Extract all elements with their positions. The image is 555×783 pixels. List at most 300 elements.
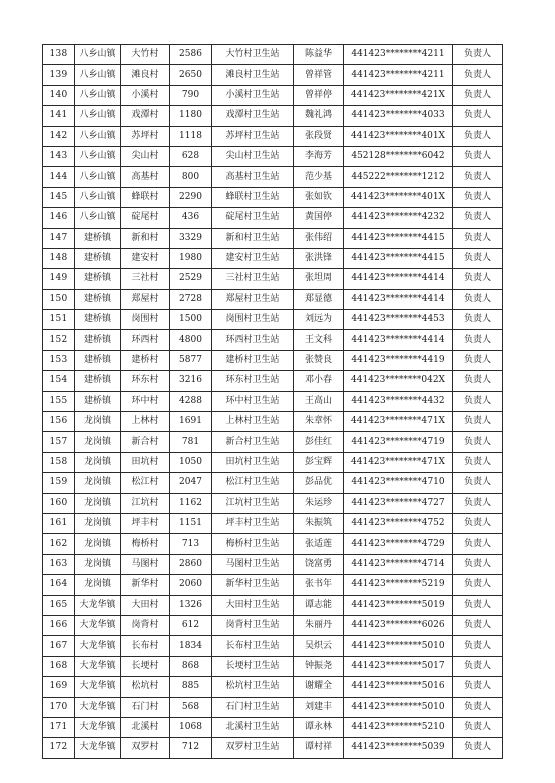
id-number-cell: 441423********4414 xyxy=(344,269,453,289)
town-name-cell: 建桥镇 xyxy=(75,350,121,370)
row-number-cell: 152 xyxy=(43,330,75,350)
id-number-cell: 441423********421X xyxy=(344,85,453,105)
row-number-cell: 140 xyxy=(43,85,75,105)
station-name-cell: 北溪村卫生站 xyxy=(212,717,294,737)
id-number-cell: 441423********4414 xyxy=(344,289,453,309)
station-name-cell: 小溪村卫生站 xyxy=(212,85,294,105)
station-name-cell: 坪丰村卫生站 xyxy=(212,513,294,533)
table-row xyxy=(43,310,503,330)
id-number-cell: 441423********4729 xyxy=(344,534,453,554)
table-row xyxy=(43,717,503,737)
person-name-cell: 张如钦 xyxy=(294,187,344,207)
population-cell: 1180 xyxy=(170,106,212,126)
village-name-cell: 苏坪村 xyxy=(121,126,170,146)
population-cell: 1980 xyxy=(170,248,212,268)
town-name-cell: 建桥镇 xyxy=(75,228,121,248)
town-name-cell: 大龙华镇 xyxy=(75,656,121,676)
row-number-cell: 139 xyxy=(43,65,75,85)
id-number-cell: 452128********6042 xyxy=(344,146,453,166)
id-number-cell: 441423********5039 xyxy=(344,738,453,758)
person-name-cell: 刘建丰 xyxy=(294,697,344,717)
station-name-cell: 环西村卫生站 xyxy=(212,330,294,350)
row-number-cell: 157 xyxy=(43,432,75,452)
id-number-cell: 441423********4414 xyxy=(344,330,453,350)
row-number-cell: 142 xyxy=(43,126,75,146)
population-cell: 5877 xyxy=(170,350,212,370)
station-name-cell: 新华村卫生站 xyxy=(212,575,294,595)
table-row xyxy=(43,432,503,452)
population-cell: 612 xyxy=(170,615,212,635)
station-name-cell: 石门村卫生站 xyxy=(212,697,294,717)
person-name-cell: 张坦周 xyxy=(294,269,344,289)
station-name-cell: 新合村卫生站 xyxy=(212,432,294,452)
population-cell: 713 xyxy=(170,534,212,554)
table-row xyxy=(43,452,503,472)
role-cell: 负责人 xyxy=(453,513,503,533)
town-name-cell: 龙岗镇 xyxy=(75,452,121,472)
table-row xyxy=(43,45,503,65)
role-cell: 负责人 xyxy=(453,432,503,452)
town-name-cell: 建桥镇 xyxy=(75,310,121,330)
row-number-cell: 164 xyxy=(43,575,75,595)
person-name-cell: 朱章怀 xyxy=(294,412,344,432)
id-number-cell: 441423********042X xyxy=(344,371,453,391)
town-name-cell: 大龙华镇 xyxy=(75,636,121,656)
id-number-cell: 441423********4033 xyxy=(344,106,453,126)
table-row xyxy=(43,85,503,105)
role-cell: 负责人 xyxy=(453,187,503,207)
population-cell: 4288 xyxy=(170,391,212,411)
row-number-cell: 168 xyxy=(43,656,75,676)
role-cell: 负责人 xyxy=(453,473,503,493)
town-name-cell: 龙岗镇 xyxy=(75,493,121,513)
station-name-cell: 三社村卫生站 xyxy=(212,269,294,289)
station-name-cell: 上林村卫生站 xyxy=(212,412,294,432)
person-name-cell: 张赞良 xyxy=(294,350,344,370)
population-cell: 1162 xyxy=(170,493,212,513)
person-name-cell: 李海芳 xyxy=(294,146,344,166)
role-cell: 负责人 xyxy=(453,330,503,350)
town-name-cell: 龙岗镇 xyxy=(75,432,121,452)
village-name-cell: 长布村 xyxy=(121,636,170,656)
row-number-cell: 167 xyxy=(43,636,75,656)
id-number-cell: 441423********4432 xyxy=(344,391,453,411)
role-cell: 负责人 xyxy=(453,738,503,758)
role-cell: 负责人 xyxy=(453,45,503,65)
town-name-cell: 八乡山镇 xyxy=(75,208,121,228)
table-row xyxy=(43,412,503,432)
id-number-cell: 441423********471X xyxy=(344,412,453,432)
population-cell: 2650 xyxy=(170,65,212,85)
id-number-cell: 441423********5016 xyxy=(344,677,453,697)
role-cell: 负责人 xyxy=(453,534,503,554)
id-number-cell: 441423********4419 xyxy=(344,350,453,370)
village-name-cell: 戏潭村 xyxy=(121,106,170,126)
population-cell: 1151 xyxy=(170,513,212,533)
town-name-cell: 大龙华镇 xyxy=(75,717,121,737)
village-name-cell: 滩良村 xyxy=(121,65,170,85)
table-row xyxy=(43,615,503,635)
id-number-cell: 441423********5017 xyxy=(344,656,453,676)
village-name-cell: 坪丰村 xyxy=(121,513,170,533)
role-cell: 负责人 xyxy=(453,697,503,717)
id-number-cell: 441423********4232 xyxy=(344,208,453,228)
village-name-cell: 松坑村 xyxy=(121,677,170,697)
row-number-cell: 163 xyxy=(43,554,75,574)
station-name-cell: 环东村卫生站 xyxy=(212,371,294,391)
station-name-cell: 大田村卫生站 xyxy=(212,595,294,615)
person-name-cell: 饶富勇 xyxy=(294,554,344,574)
id-number-cell: 441423********4415 xyxy=(344,228,453,248)
person-name-cell: 谭村祥 xyxy=(294,738,344,758)
table-row xyxy=(43,575,503,595)
population-cell: 1691 xyxy=(170,412,212,432)
town-name-cell: 八乡山镇 xyxy=(75,126,121,146)
village-name-cell: 大竹村 xyxy=(121,45,170,65)
town-name-cell: 大龙华镇 xyxy=(75,615,121,635)
role-cell: 负责人 xyxy=(453,269,503,289)
row-number-cell: 159 xyxy=(43,473,75,493)
id-number-cell: 441423********5019 xyxy=(344,595,453,615)
table-row xyxy=(43,126,503,146)
station-name-cell: 碇尾村卫生站 xyxy=(212,208,294,228)
id-number-cell: 441423********4719 xyxy=(344,432,453,452)
role-cell: 负责人 xyxy=(453,350,503,370)
role-cell: 负责人 xyxy=(453,595,503,615)
table-row xyxy=(43,65,503,85)
person-name-cell: 张洪锋 xyxy=(294,248,344,268)
clinic-roster-table xyxy=(42,44,503,759)
person-name-cell: 邓小春 xyxy=(294,371,344,391)
village-name-cell: 岗围村 xyxy=(121,310,170,330)
village-name-cell: 建安村 xyxy=(121,248,170,268)
station-name-cell: 马图村卫生站 xyxy=(212,554,294,574)
population-cell: 1834 xyxy=(170,636,212,656)
person-name-cell: 刘远为 xyxy=(294,310,344,330)
population-cell: 1118 xyxy=(170,126,212,146)
town-name-cell: 龙岗镇 xyxy=(75,554,121,574)
table-row xyxy=(43,677,503,697)
row-number-cell: 148 xyxy=(43,248,75,268)
id-number-cell: 441423********4211 xyxy=(344,65,453,85)
station-name-cell: 田坑村卫生站 xyxy=(212,452,294,472)
person-name-cell: 谢耀全 xyxy=(294,677,344,697)
person-name-cell: 彭宝辉 xyxy=(294,452,344,472)
station-name-cell: 尖山村卫生站 xyxy=(212,146,294,166)
table-row xyxy=(43,738,503,758)
station-name-cell: 新和村卫生站 xyxy=(212,228,294,248)
population-cell: 2290 xyxy=(170,187,212,207)
village-name-cell: 上林村 xyxy=(121,412,170,432)
station-name-cell: 戏潭村卫生站 xyxy=(212,106,294,126)
town-name-cell: 八乡山镇 xyxy=(75,187,121,207)
town-name-cell: 八乡山镇 xyxy=(75,65,121,85)
table-row xyxy=(43,350,503,370)
table-row xyxy=(43,269,503,289)
role-cell: 负责人 xyxy=(453,228,503,248)
role-cell: 负责人 xyxy=(453,554,503,574)
town-name-cell: 八乡山镇 xyxy=(75,106,121,126)
role-cell: 负责人 xyxy=(453,452,503,472)
population-cell: 1326 xyxy=(170,595,212,615)
row-number-cell: 156 xyxy=(43,412,75,432)
station-name-cell: 梅桥村卫生站 xyxy=(212,534,294,554)
town-name-cell: 大龙华镇 xyxy=(75,697,121,717)
row-number-cell: 160 xyxy=(43,493,75,513)
role-cell: 负责人 xyxy=(453,636,503,656)
row-number-cell: 147 xyxy=(43,228,75,248)
role-cell: 负责人 xyxy=(453,208,503,228)
village-name-cell: 岗背村 xyxy=(121,615,170,635)
id-number-cell: 441423********4727 xyxy=(344,493,453,513)
town-name-cell: 建桥镇 xyxy=(75,269,121,289)
town-name-cell: 建桥镇 xyxy=(75,289,121,309)
population-cell: 2860 xyxy=(170,554,212,574)
person-name-cell: 张书年 xyxy=(294,575,344,595)
table-row xyxy=(43,248,503,268)
population-cell: 436 xyxy=(170,208,212,228)
table-row xyxy=(43,146,503,166)
village-name-cell: 马图村 xyxy=(121,554,170,574)
station-name-cell: 蜂联村卫生站 xyxy=(212,187,294,207)
station-name-cell: 长布村卫生站 xyxy=(212,636,294,656)
person-name-cell: 张伟绍 xyxy=(294,228,344,248)
village-name-cell: 大田村 xyxy=(121,595,170,615)
town-name-cell: 大龙华镇 xyxy=(75,595,121,615)
row-number-cell: 144 xyxy=(43,167,75,187)
village-name-cell: 郑屋村 xyxy=(121,289,170,309)
village-name-cell: 环中村 xyxy=(121,391,170,411)
id-number-cell: 441423********401X xyxy=(344,187,453,207)
role-cell: 负责人 xyxy=(453,126,503,146)
table-body xyxy=(43,45,503,759)
village-name-cell: 石门村 xyxy=(121,697,170,717)
population-cell: 868 xyxy=(170,656,212,676)
population-cell: 885 xyxy=(170,677,212,697)
person-name-cell: 彭品优 xyxy=(294,473,344,493)
person-name-cell: 黄国停 xyxy=(294,208,344,228)
population-cell: 2060 xyxy=(170,575,212,595)
role-cell: 负责人 xyxy=(453,656,503,676)
id-number-cell: 441423********5210 xyxy=(344,717,453,737)
station-name-cell: 松坑村卫生站 xyxy=(212,677,294,697)
person-name-cell: 谭志能 xyxy=(294,595,344,615)
station-name-cell: 大竹村卫生站 xyxy=(212,45,294,65)
person-name-cell: 朱振筑 xyxy=(294,513,344,533)
person-name-cell: 王高山 xyxy=(294,391,344,411)
village-name-cell: 建桥村 xyxy=(121,350,170,370)
population-cell: 4800 xyxy=(170,330,212,350)
table-row xyxy=(43,554,503,574)
village-name-cell: 碇尾村 xyxy=(121,208,170,228)
population-cell: 2586 xyxy=(170,45,212,65)
station-name-cell: 江坑村卫生站 xyxy=(212,493,294,513)
role-cell: 负责人 xyxy=(453,371,503,391)
row-number-cell: 161 xyxy=(43,513,75,533)
row-number-cell: 145 xyxy=(43,187,75,207)
station-name-cell: 松江村卫生站 xyxy=(212,473,294,493)
id-number-cell: 441423********4415 xyxy=(344,248,453,268)
row-number-cell: 158 xyxy=(43,452,75,472)
row-number-cell: 138 xyxy=(43,45,75,65)
row-number-cell: 171 xyxy=(43,717,75,737)
role-cell: 负责人 xyxy=(453,289,503,309)
id-number-cell: 441423********5010 xyxy=(344,636,453,656)
population-cell: 712 xyxy=(170,738,212,758)
id-number-cell: 441423********4211 xyxy=(344,45,453,65)
row-number-cell: 166 xyxy=(43,615,75,635)
station-name-cell: 建安村卫生站 xyxy=(212,248,294,268)
id-number-cell: 441423********401X xyxy=(344,126,453,146)
village-name-cell: 新华村 xyxy=(121,575,170,595)
table-row xyxy=(43,371,503,391)
person-name-cell: 曾祥停 xyxy=(294,85,344,105)
population-cell: 781 xyxy=(170,432,212,452)
person-name-cell: 魏礼鸿 xyxy=(294,106,344,126)
town-name-cell: 八乡山镇 xyxy=(75,146,121,166)
table-row xyxy=(43,167,503,187)
role-cell: 负责人 xyxy=(453,575,503,595)
station-name-cell: 滩良村卫生站 xyxy=(212,65,294,85)
village-name-cell: 江坑村 xyxy=(121,493,170,513)
row-number-cell: 141 xyxy=(43,106,75,126)
table-row xyxy=(43,106,503,126)
population-cell: 1050 xyxy=(170,452,212,472)
table-row xyxy=(43,228,503,248)
person-name-cell: 陈益华 xyxy=(294,45,344,65)
row-number-cell: 169 xyxy=(43,677,75,697)
row-number-cell: 153 xyxy=(43,350,75,370)
table-row xyxy=(43,636,503,656)
town-name-cell: 大龙华镇 xyxy=(75,677,121,697)
population-cell: 1068 xyxy=(170,717,212,737)
village-name-cell: 蜂联村 xyxy=(121,187,170,207)
station-name-cell: 郑屋村卫生站 xyxy=(212,289,294,309)
person-name-cell: 张适莲 xyxy=(294,534,344,554)
role-cell: 负责人 xyxy=(453,310,503,330)
row-number-cell: 146 xyxy=(43,208,75,228)
village-name-cell: 环东村 xyxy=(121,371,170,391)
role-cell: 负责人 xyxy=(453,677,503,697)
town-name-cell: 八乡山镇 xyxy=(75,85,121,105)
town-name-cell: 八乡山镇 xyxy=(75,45,121,65)
village-name-cell: 三社村 xyxy=(121,269,170,289)
station-name-cell: 建桥村卫生站 xyxy=(212,350,294,370)
id-number-cell: 441423********5219 xyxy=(344,575,453,595)
station-name-cell: 环中村卫生站 xyxy=(212,391,294,411)
id-number-cell: 441423********4714 xyxy=(344,554,453,574)
population-cell: 1500 xyxy=(170,310,212,330)
row-number-cell: 172 xyxy=(43,738,75,758)
person-name-cell: 钟振尧 xyxy=(294,656,344,676)
role-cell: 负责人 xyxy=(453,615,503,635)
person-name-cell: 吴炽云 xyxy=(294,636,344,656)
population-cell: 2047 xyxy=(170,473,212,493)
role-cell: 负责人 xyxy=(453,412,503,432)
village-name-cell: 新合村 xyxy=(121,432,170,452)
table-row xyxy=(43,595,503,615)
row-number-cell: 143 xyxy=(43,146,75,166)
village-name-cell: 梅桥村 xyxy=(121,534,170,554)
role-cell: 负责人 xyxy=(453,146,503,166)
town-name-cell: 八乡山镇 xyxy=(75,167,121,187)
village-name-cell: 小溪村 xyxy=(121,85,170,105)
village-name-cell: 北溪村 xyxy=(121,717,170,737)
table-row xyxy=(43,534,503,554)
row-number-cell: 165 xyxy=(43,595,75,615)
village-name-cell: 松江村 xyxy=(121,473,170,493)
row-number-cell: 150 xyxy=(43,289,75,309)
population-cell: 2529 xyxy=(170,269,212,289)
person-name-cell: 谭永林 xyxy=(294,717,344,737)
row-number-cell: 154 xyxy=(43,371,75,391)
population-cell: 800 xyxy=(170,167,212,187)
person-name-cell: 王文科 xyxy=(294,330,344,350)
row-number-cell: 151 xyxy=(43,310,75,330)
station-name-cell: 长埂村卫生站 xyxy=(212,656,294,676)
station-name-cell: 苏坪村卫生站 xyxy=(212,126,294,146)
row-number-cell: 170 xyxy=(43,697,75,717)
person-name-cell: 张段贤 xyxy=(294,126,344,146)
role-cell: 负责人 xyxy=(453,106,503,126)
table-row xyxy=(43,330,503,350)
id-number-cell: 441423********4752 xyxy=(344,513,453,533)
person-name-cell: 曾祥管 xyxy=(294,65,344,85)
row-number-cell: 149 xyxy=(43,269,75,289)
village-name-cell: 新和村 xyxy=(121,228,170,248)
id-number-cell: 445222********1212 xyxy=(344,167,453,187)
table-row xyxy=(43,697,503,717)
population-cell: 628 xyxy=(170,146,212,166)
population-cell: 568 xyxy=(170,697,212,717)
town-name-cell: 建桥镇 xyxy=(75,330,121,350)
table-row xyxy=(43,656,503,676)
station-name-cell: 高基村卫生站 xyxy=(212,167,294,187)
town-name-cell: 建桥镇 xyxy=(75,248,121,268)
id-number-cell: 441423********4710 xyxy=(344,473,453,493)
station-name-cell: 岗背村卫生站 xyxy=(212,615,294,635)
village-name-cell: 高基村 xyxy=(121,167,170,187)
town-name-cell: 建桥镇 xyxy=(75,391,121,411)
population-cell: 2728 xyxy=(170,289,212,309)
role-cell: 负责人 xyxy=(453,248,503,268)
village-name-cell: 长埂村 xyxy=(121,656,170,676)
population-cell: 3329 xyxy=(170,228,212,248)
village-name-cell: 田坑村 xyxy=(121,452,170,472)
role-cell: 负责人 xyxy=(453,717,503,737)
person-name-cell: 郑显德 xyxy=(294,289,344,309)
table-row xyxy=(43,513,503,533)
village-name-cell: 双罗村 xyxy=(121,738,170,758)
person-name-cell: 朱运珍 xyxy=(294,493,344,513)
population-cell: 3216 xyxy=(170,371,212,391)
town-name-cell: 龙岗镇 xyxy=(75,575,121,595)
person-name-cell: 彭佳红 xyxy=(294,432,344,452)
table-row xyxy=(43,187,503,207)
village-name-cell: 环西村 xyxy=(121,330,170,350)
table-row xyxy=(43,289,503,309)
town-name-cell: 龙岗镇 xyxy=(75,473,121,493)
town-name-cell: 龙岗镇 xyxy=(75,534,121,554)
id-number-cell: 441423********4453 xyxy=(344,310,453,330)
id-number-cell: 441423********5010 xyxy=(344,697,453,717)
town-name-cell: 大龙华镇 xyxy=(75,738,121,758)
row-number-cell: 162 xyxy=(43,534,75,554)
role-cell: 负责人 xyxy=(453,493,503,513)
station-name-cell: 双罗村卫生站 xyxy=(212,738,294,758)
town-name-cell: 龙岗镇 xyxy=(75,513,121,533)
id-number-cell: 441423********471X xyxy=(344,452,453,472)
